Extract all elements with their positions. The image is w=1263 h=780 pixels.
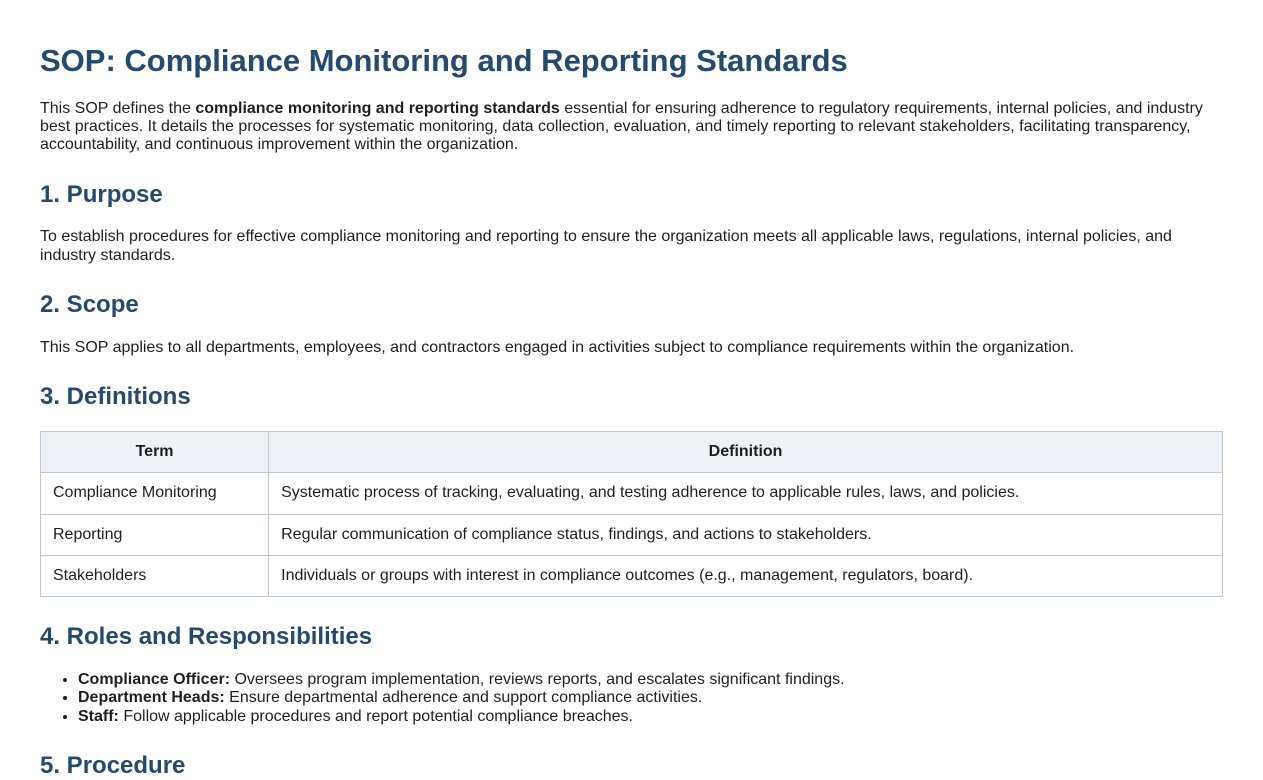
intro-bold-phrase: compliance monitoring and reporting standards	[195, 99, 560, 117]
term-cell: Reporting	[41, 514, 269, 555]
intro-text-pre: This SOP defines the	[40, 99, 196, 117]
term-cell: Stakeholders	[41, 555, 269, 596]
role-label: Compliance Officer:	[78, 670, 231, 688]
table-row	[41, 473, 1223, 514]
role-label: Staff:	[78, 707, 119, 725]
document-title: SOP: Compliance Monitoring and Reporting Standards	[40, 43, 848, 78]
term-cell: Compliance Monitoring	[41, 473, 269, 514]
section-heading-definitions: 3. Definitions	[40, 383, 191, 411]
roles-list	[40, 671, 1223, 726]
definition-cell: Individuals or groups with interest in compliance outcomes (e.g., management, regulators, board).	[269, 555, 1223, 596]
role-description: Ensure departmental adherence and support compliance activities.	[224, 689, 703, 707]
table-row	[41, 555, 1223, 596]
definitions-table	[40, 431, 1223, 598]
table-row	[41, 514, 1223, 555]
scope-paragraph: This SOP applies to all departments, employees, and contractors engaged in activities subject to compliance requirements within the organization.	[40, 338, 1075, 356]
list-item	[78, 708, 1223, 726]
column-header-definition: Definition	[269, 431, 1223, 472]
intro-paragraph	[40, 100, 1223, 155]
role-label: Department Heads:	[78, 689, 225, 707]
list-item	[78, 671, 1223, 689]
section-heading-scope: 2. Scope	[40, 291, 139, 319]
definition-cell: Systematic process of tracking, evaluating, and testing adherence to applicable rules, laws, and policies.	[269, 473, 1223, 514]
purpose-paragraph: To establish procedures for effective compliance monitoring and reporting to ensure the organization meets all applicable laws, regulations, internal policies, and industry standards.	[40, 228, 1172, 264]
definitions-table-header-row	[41, 431, 1223, 472]
section-heading-purpose: 1. Purpose	[40, 180, 163, 208]
definition-cell: Regular communication of compliance status, findings, and actions to stakeholders.	[269, 514, 1223, 555]
list-item	[78, 689, 1223, 707]
role-description: Oversees program implementation, reviews reports, and escalates significant findings.	[230, 670, 845, 688]
intro-text-post: essential for ensuring adherence to regulatory requirements, internal policies, and industry best practices. It details the processes for systematic monitoring, data collection, evaluation, and timely reporting to relevant stakeholders, facilitating transparency, accountability, and continuous improvement within the organization.	[40, 99, 1203, 154]
section-heading-procedure: 5. Procedure	[40, 752, 186, 780]
column-header-term: Term	[41, 431, 269, 472]
section-heading-roles: 4. Roles and Responsibilities	[40, 623, 373, 651]
role-description: Follow applicable procedures and report potential compliance breaches.	[118, 707, 633, 725]
